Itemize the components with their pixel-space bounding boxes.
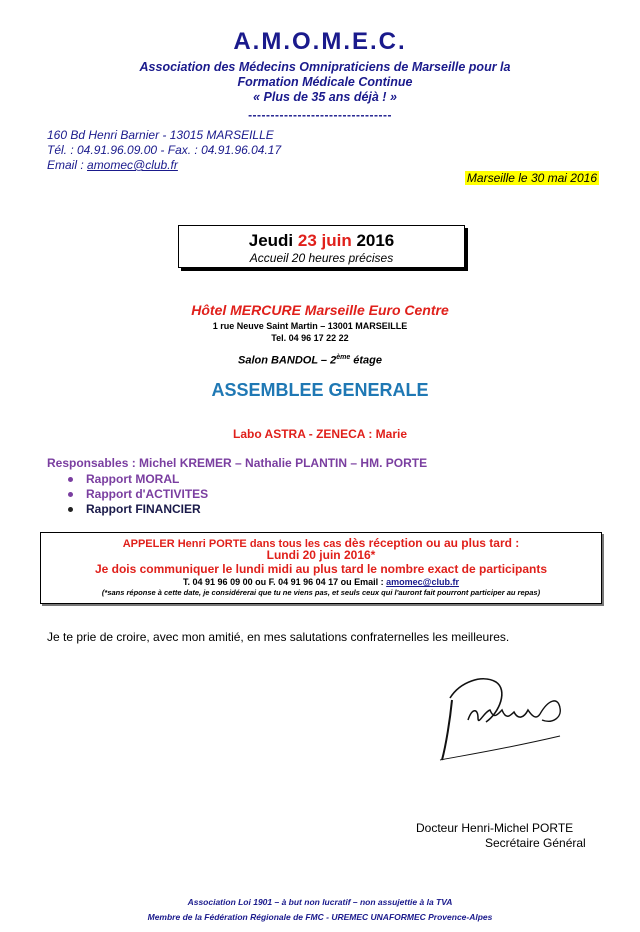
salon-prefix: Salon BANDOL – 2 <box>237 354 337 367</box>
org-subtitle-line1: Association des Médecins Omnipraticiens de Marseille pour la <box>139 60 511 74</box>
rsvp-instruction-b: dès réception ou au plus tard : <box>344 536 520 550</box>
signatory-role: Secrétaire Général <box>485 836 586 850</box>
event-accueil: Accueil 20 heures précises <box>249 251 394 265</box>
rsvp-footnote: (*sans réponse à cette date, je considérerai que tu ne viens pas, et seuls ceux qui l'auront fait pourront participer au repas) <box>101 588 541 597</box>
rsvp-notice: Je dois communiquer le lundi midi au plus tard le nombre exact de participants <box>94 562 548 576</box>
org-slogan: « Plus de 35 ans déjà ! » <box>253 90 397 104</box>
bullet-icon <box>68 492 73 497</box>
responsables: Responsables : Michel KREMER – Nathalie PLANTIN – HM. PORTE <box>47 456 428 470</box>
salon-sup: ème <box>336 354 351 361</box>
event-date-box <box>178 225 465 268</box>
agenda-item-label: Rapport MORAL <box>86 472 180 486</box>
event-date-highlight: 23 juin <box>297 231 352 250</box>
contact-email-label: Email : <box>47 158 88 172</box>
contact-phone-fax: Tél. : 04.91.96.09.00 - Fax. : 04.91.96.04.17 <box>47 143 282 157</box>
assembly-title: ASSEMBLEE GENERALE <box>211 380 429 400</box>
salon-info <box>0 354 620 367</box>
agenda-item <box>68 487 208 502</box>
rsvp-contact-prefix: T. 04 91 96 09 00 ou F. 04 91 96 04 17 ou Email : <box>183 577 387 587</box>
rsvp-email-link[interactable]: amomec@club.fr <box>386 577 459 587</box>
contact-email-link[interactable]: amomec@club.fr <box>87 158 178 172</box>
rsvp-deadline: Lundi 20 juin 2016* <box>266 548 376 562</box>
contact-block <box>47 128 281 173</box>
labo-label: Labo ASTRA - ZENECA : <box>232 427 376 441</box>
footer-membership: Membre de la Fédération Régionale de FMC - UREMEC UNAFORMEC Provence-Alpes <box>147 912 493 922</box>
labo-line <box>0 427 640 441</box>
agenda-item-label: Rapport d'ACTIVITES <box>86 487 209 501</box>
org-subtitle-line2: Formation Médicale Continue <box>237 75 413 89</box>
agenda-list <box>68 472 208 517</box>
org-subtitle <box>60 60 590 105</box>
hotel-address: 1 rue Neuve Saint Martin – 13001 MARSEILLE <box>212 321 408 331</box>
agenda-item <box>68 502 208 517</box>
header-separator: -------------------------------- <box>248 108 392 122</box>
bullet-icon <box>68 477 73 482</box>
agenda-item <box>68 472 208 487</box>
hotel-tel: Tel. 04 96 17 22 22 <box>271 333 349 343</box>
event-day: Jeudi <box>248 231 298 250</box>
rsvp-box <box>40 532 602 604</box>
signature-image <box>420 660 600 780</box>
org-title: A.M.O.M.E.C. <box>233 28 407 55</box>
letter-date: Marseille le 30 mai 2016 <box>466 171 597 185</box>
closing-text: Je te prie de croire, avec mon amitié, en mes salutations confraternelles les meilleures. <box>47 630 510 644</box>
bullet-icon <box>68 507 73 512</box>
salon-suffix: étage <box>350 354 383 367</box>
contact-address: 160 Bd Henri Barnier - 13015 MARSEILLE <box>47 128 274 142</box>
event-year: 2016 <box>351 231 395 250</box>
footer-legal: Association Loi 1901 – à but non lucratif – non assujettie à la TVA <box>187 897 453 907</box>
hotel-name: Hôtel MERCURE Marseille Euro Centre <box>191 302 449 318</box>
rsvp-contact <box>41 577 601 587</box>
contact-email-line <box>47 158 281 173</box>
signatory-name: Docteur Henri-Michel PORTE <box>416 821 574 835</box>
rsvp-instruction-a: APPELER Henri PORTE dans tous les cas <box>122 538 345 550</box>
labo-contact: Marie <box>375 427 408 441</box>
event-date <box>179 231 464 251</box>
agenda-item-label: Rapport FINANCIER <box>86 502 201 516</box>
